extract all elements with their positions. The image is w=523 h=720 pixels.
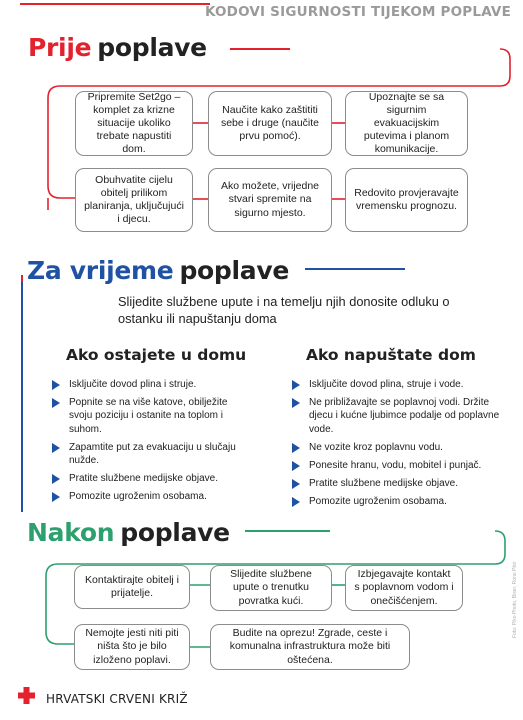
before-tip-6: Redovito provjeravajte vremensku prognozu. xyxy=(345,168,468,232)
after-tip-3: Izbjegavajte kontakt s poplavnom vodom i onečišćenjem. xyxy=(345,565,463,611)
before-tip-3: Upoznajte se sa sigurnim evakuacijskim putevima i planom komunikacije. xyxy=(345,91,468,156)
bullet-arrow-icon xyxy=(292,443,300,453)
stay-heading: Ako ostajete u domu xyxy=(66,346,247,364)
list-item: Ponesite hranu, vodu, mobitel i punjač. xyxy=(292,459,508,472)
section-title-during xyxy=(27,256,289,285)
before-tip-1: Pripremite Set2go – komplet za krizne situacije ukoliko trebate napustiti dom. xyxy=(75,91,193,156)
list-item: Isključite dovod plina i struje. xyxy=(52,378,252,391)
bullet-arrow-icon xyxy=(52,398,60,408)
bullet-arrow-icon xyxy=(292,479,300,489)
list-item: Pratite službene medijske objave. xyxy=(292,477,508,490)
during-lead-text: Slijedite službene upute i na temelju njih donosite odluku o ostanku ili napuštanju doma xyxy=(118,294,450,326)
leave-list xyxy=(292,378,508,514)
section-title-after xyxy=(27,518,230,547)
after-tip-1: Kontaktirajte obitelj i prijatelje. xyxy=(74,565,190,609)
bullet-arrow-icon xyxy=(292,380,300,390)
list-item: Zapamtite put za evakuaciju u slučaju nužde. xyxy=(52,441,252,467)
bullet-arrow-icon xyxy=(292,461,300,471)
section-title-after-rest: poplave xyxy=(120,518,230,547)
section-title-before-colored: Prije xyxy=(28,33,92,62)
stay-list xyxy=(52,378,252,509)
before-tip-5: Ako možete, vrijedne stvari spremite na sigurno mjesto. xyxy=(208,168,332,232)
bullet-arrow-icon xyxy=(52,474,60,484)
after-tip-2: Slijedite službene upute o trenutku povratka kući. xyxy=(210,565,332,611)
section-title-before-rest: poplave xyxy=(97,33,207,62)
organization-name: HRVATSKI CRVENI KRIŽ xyxy=(46,692,188,706)
bullet-arrow-icon xyxy=(52,492,60,502)
bullet-arrow-icon xyxy=(52,443,60,453)
leave-heading: Ako napuštate dom xyxy=(306,346,476,364)
list-item: Pomozite ugroženim osobama. xyxy=(292,495,508,508)
after-tip-4: Nemojte jesti niti piti ništa što je bilo izloženo poplavi. xyxy=(74,624,190,670)
list-item: Pratite službene medijske objave. xyxy=(52,472,252,485)
poster-title: KODOVI SIGURNOSTI TIJEKOM POPLAVE xyxy=(204,4,511,20)
bullet-arrow-icon xyxy=(292,398,300,408)
before-tip-2: Naučite kako zaštititi sebe i druge (naučite prvu pomoć). xyxy=(208,91,332,156)
list-item: Isključite dovod plina, struje i vode. xyxy=(292,378,508,391)
after-tip-5: Budite na oprezu! Zgrade, ceste i komunalna infrastruktura može biti oštećena. xyxy=(210,624,410,670)
section-title-during-rest: poplave xyxy=(179,256,289,285)
photo-credit: Foto: Piko Photo, Biser, Rono Pikir xyxy=(512,561,518,638)
before-tip-4: Obuhvatite cijelu obitelj prilikom planiranja, uključujući i djecu. xyxy=(75,168,193,232)
list-item: Ne približavajte se poplavnoj vodi. Držite djecu i kućne ljubimce podalje od poplavne vode. xyxy=(292,396,508,436)
section-title-during-colored: Za vrijeme xyxy=(27,256,174,285)
list-item: Popnite se na više katove, obilježite svoju poziciju i ostanite na toplom i suhom. xyxy=(52,396,252,436)
list-item: Pomozite ugroženim osobama. xyxy=(52,490,252,503)
section-title-after-colored: Nakon xyxy=(27,518,115,547)
bullet-arrow-icon xyxy=(292,497,300,507)
red-cross-icon xyxy=(18,687,35,704)
bullet-arrow-icon xyxy=(52,380,60,390)
section-title-before xyxy=(28,33,207,62)
list-item: Ne vozite kroz poplavnu vodu. xyxy=(292,441,508,454)
